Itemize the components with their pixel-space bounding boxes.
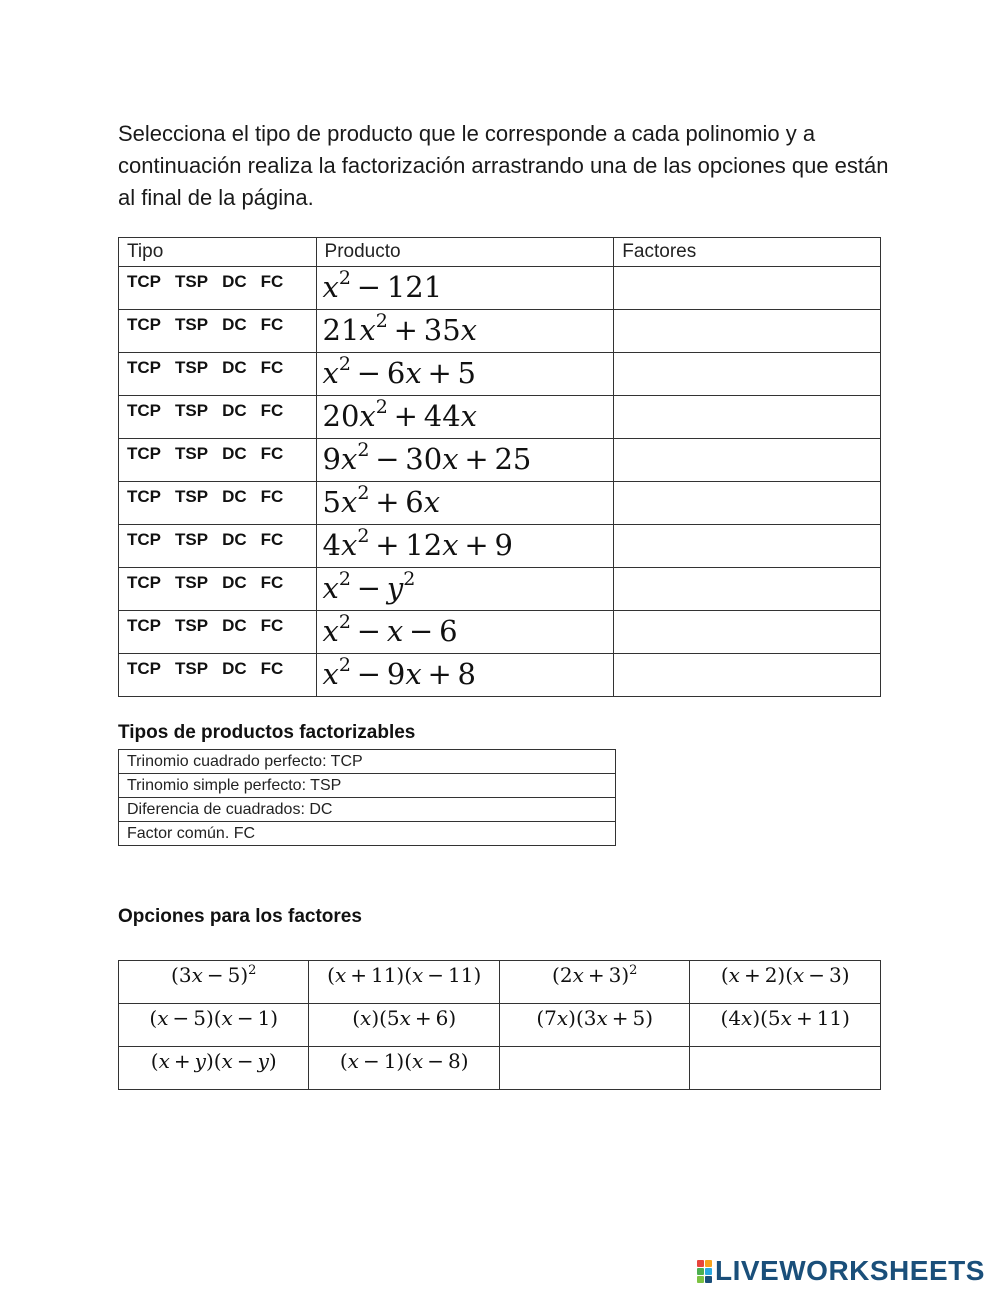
tipo-cell bbox=[119, 353, 317, 396]
type-option-dc[interactable]: DC bbox=[222, 659, 247, 678]
type-option-fc[interactable]: FC bbox=[260, 444, 284, 463]
type-option-tsp[interactable]: TSP bbox=[175, 401, 209, 420]
type-option-fc[interactable]: FC bbox=[260, 573, 284, 592]
type-option-tcp[interactable]: TCP bbox=[127, 659, 161, 678]
factor-option[interactable]: $(2x + 3)^2$ bbox=[499, 961, 690, 1004]
product-cell bbox=[316, 654, 614, 697]
product-cell bbox=[316, 267, 614, 310]
factor-option[interactable]: (4x)(5x + 11) bbox=[690, 1004, 881, 1047]
type-item: Trinomio simple perfecto: TSP bbox=[119, 774, 616, 798]
product-expression: $21x^2 + 35x$ bbox=[322, 310, 478, 347]
type-option-tcp[interactable]: TCP bbox=[127, 315, 161, 334]
factors-drop-zone[interactable] bbox=[614, 396, 881, 439]
factors-drop-zone[interactable] bbox=[614, 267, 881, 310]
product-expression: $x^2 - 9x + 8$ bbox=[322, 654, 477, 691]
options-row bbox=[119, 1004, 881, 1047]
tipo-cell bbox=[119, 439, 317, 482]
types-table bbox=[118, 749, 616, 846]
factor-option[interactable]: (x + 2)(x − 3) bbox=[690, 961, 881, 1004]
tipo-cell bbox=[119, 654, 317, 697]
tipo-cell bbox=[119, 310, 317, 353]
factor-option[interactable]: (x − 1)(x − 8) bbox=[309, 1047, 499, 1090]
product-cell bbox=[316, 525, 614, 568]
table-row bbox=[119, 611, 881, 654]
tipo-cell bbox=[119, 267, 317, 310]
type-option-dc[interactable]: DC bbox=[222, 315, 247, 334]
type-item: Trinomio cuadrado perfecto: TCP bbox=[119, 750, 616, 774]
type-option-dc[interactable]: DC bbox=[222, 444, 247, 463]
factors-drop-zone[interactable] bbox=[614, 439, 881, 482]
product-cell bbox=[316, 482, 614, 525]
type-option-tcp[interactable]: TCP bbox=[127, 530, 161, 549]
type-option-fc[interactable]: FC bbox=[260, 530, 284, 549]
product-cell bbox=[316, 611, 614, 654]
type-option-tcp[interactable]: TCP bbox=[127, 616, 161, 635]
header-producto: Producto bbox=[316, 238, 614, 267]
type-option-tsp[interactable]: TSP bbox=[175, 530, 209, 549]
type-option-tcp[interactable]: TCP bbox=[127, 358, 161, 377]
type-option-dc[interactable]: DC bbox=[222, 272, 247, 291]
product-cell bbox=[316, 310, 614, 353]
type-item: Diferencia de cuadrados: DC bbox=[119, 798, 616, 822]
header-factores: Factores bbox=[614, 238, 881, 267]
product-cell bbox=[316, 396, 614, 439]
type-option-tcp[interactable]: TCP bbox=[127, 487, 161, 506]
product-expression: $x^2 - y^2$ bbox=[322, 568, 416, 605]
type-option-tsp[interactable]: TSP bbox=[175, 659, 209, 678]
logo-mark-icon bbox=[697, 1260, 712, 1283]
factors-drop-zone[interactable] bbox=[614, 482, 881, 525]
type-option-fc[interactable]: FC bbox=[260, 315, 284, 334]
product-expression: $9x^2 - 30x + 25$ bbox=[322, 439, 532, 476]
type-option-dc[interactable]: DC bbox=[222, 487, 247, 506]
table-row bbox=[119, 654, 881, 697]
factor-option[interactable]: (x − 5)(x − 1) bbox=[119, 1004, 309, 1047]
factors-drop-zone[interactable] bbox=[614, 525, 881, 568]
options-row bbox=[119, 961, 881, 1004]
type-option-tsp[interactable]: TSP bbox=[175, 272, 209, 291]
polynomial-table bbox=[118, 237, 881, 697]
type-option-tcp[interactable]: TCP bbox=[127, 272, 161, 291]
type-option-tsp[interactable]: TSP bbox=[175, 487, 209, 506]
factors-drop-zone[interactable] bbox=[614, 353, 881, 396]
product-expression: $20x^2 + 44x$ bbox=[322, 396, 478, 433]
factor-option[interactable]: (7x)(3x + 5) bbox=[499, 1004, 690, 1047]
type-option-tsp[interactable]: TSP bbox=[175, 616, 209, 635]
product-expression: $x^2 - 6x + 5$ bbox=[322, 353, 477, 390]
type-option-tsp[interactable]: TSP bbox=[175, 315, 209, 334]
type-option-dc[interactable]: DC bbox=[222, 358, 247, 377]
factors-drop-zone[interactable] bbox=[614, 568, 881, 611]
type-option-fc[interactable]: FC bbox=[260, 401, 284, 420]
type-option-fc[interactable]: FC bbox=[260, 659, 284, 678]
table-row bbox=[119, 396, 881, 439]
type-option-tsp[interactable]: TSP bbox=[175, 358, 209, 377]
factor-option[interactable]: $(3x - 5)^2$ bbox=[119, 961, 309, 1004]
table-row bbox=[119, 482, 881, 525]
table-header-row bbox=[119, 238, 881, 267]
type-item: Factor común. FC bbox=[119, 822, 616, 846]
table-row bbox=[119, 353, 881, 396]
options-row bbox=[119, 1047, 881, 1090]
type-option-tsp[interactable]: TSP bbox=[175, 573, 209, 592]
types-title: Tipos de productos factorizables bbox=[118, 722, 416, 743]
tipo-cell bbox=[119, 525, 317, 568]
factor-options-table bbox=[118, 960, 881, 1090]
factors-drop-zone[interactable] bbox=[614, 310, 881, 353]
product-expression: $x^2 - 121$ bbox=[322, 267, 443, 304]
product-expression: $4x^2 + 12x + 9$ bbox=[322, 525, 513, 562]
product-cell bbox=[316, 568, 614, 611]
type-option-tcp[interactable]: TCP bbox=[127, 573, 161, 592]
type-option-dc[interactable]: DC bbox=[222, 530, 247, 549]
table-row bbox=[119, 439, 881, 482]
tipo-cell bbox=[119, 568, 317, 611]
type-option-tcp[interactable]: TCP bbox=[127, 401, 161, 420]
product-expression: $5x^2 + 6x$ bbox=[322, 482, 441, 519]
type-option-dc[interactable]: DC bbox=[222, 401, 247, 420]
type-option-tcp[interactable]: TCP bbox=[127, 444, 161, 463]
type-option-dc[interactable]: DC bbox=[222, 573, 247, 592]
factor-option[interactable]: (x + 11)(x − 11) bbox=[309, 961, 499, 1004]
instructions-text: Selecciona el tipo de producto que le corresponde a cada polinomio y a continuación realiza la factorización arrastrando una de las opciones que están al final de la página. bbox=[118, 121, 889, 210]
tipo-cell bbox=[119, 482, 317, 525]
type-option-fc[interactable]: FC bbox=[260, 272, 284, 291]
liveworksheets-logo bbox=[697, 1255, 985, 1287]
type-option-dc[interactable]: DC bbox=[222, 616, 247, 635]
table-row bbox=[119, 267, 881, 310]
type-option-tsp[interactable]: TSP bbox=[175, 444, 209, 463]
product-cell bbox=[316, 439, 614, 482]
empty-cell bbox=[499, 1047, 690, 1090]
header-tipo: Tipo bbox=[119, 238, 317, 267]
type-option-fc[interactable]: FC bbox=[260, 487, 284, 506]
type-option-fc[interactable]: FC bbox=[260, 616, 284, 635]
factor-option[interactable]: (x + y)(x − y) bbox=[119, 1047, 309, 1090]
empty-cell bbox=[690, 1047, 881, 1090]
factor-option[interactable]: (x)(5x + 6) bbox=[309, 1004, 499, 1047]
factors-drop-zone[interactable] bbox=[614, 611, 881, 654]
table-row bbox=[119, 525, 881, 568]
tipo-cell bbox=[119, 396, 317, 439]
product-expression: $x^2 - x - 6$ bbox=[322, 611, 458, 648]
type-option-fc[interactable]: FC bbox=[260, 358, 284, 377]
product-cell bbox=[316, 353, 614, 396]
table-row bbox=[119, 310, 881, 353]
table-row bbox=[119, 568, 881, 611]
logo-text: LIVEWORKSHEETS bbox=[715, 1255, 985, 1286]
tipo-cell bbox=[119, 611, 317, 654]
factors-drop-zone[interactable] bbox=[614, 654, 881, 697]
options-title: Opciones para los factores bbox=[118, 906, 362, 927]
